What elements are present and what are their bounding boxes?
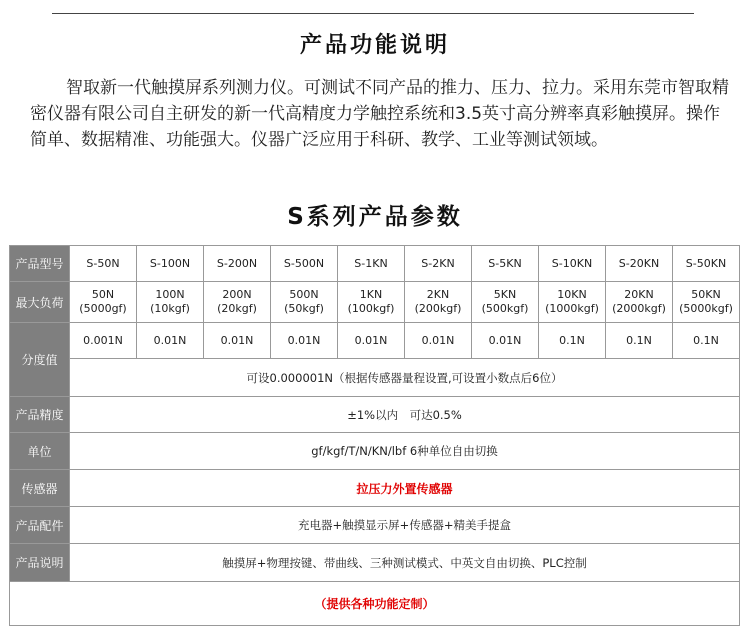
model-cell: S-2KN bbox=[405, 246, 472, 282]
load-kgf: (5000gf) bbox=[79, 302, 127, 315]
resolution-cell: 0.1N bbox=[673, 323, 740, 359]
model-cell: S-10KN bbox=[539, 246, 606, 282]
max-load-cell bbox=[606, 282, 673, 323]
page-title: 产品功能说明 bbox=[299, 33, 450, 58]
row-accuracy bbox=[10, 397, 740, 433]
load-kgf: (1000kgf) bbox=[545, 302, 599, 315]
load-kgf: (2000kgf) bbox=[612, 302, 666, 315]
load-kgf: (10kgf) bbox=[150, 302, 190, 315]
load-kgf: (200kgf) bbox=[414, 302, 462, 315]
resolution-cell: 0.01N bbox=[472, 323, 539, 359]
unit-label: 单位 bbox=[10, 433, 70, 470]
load-kgf: (100kgf) bbox=[347, 302, 395, 315]
load-n: 200N bbox=[222, 288, 252, 301]
resolution-cell: 0.01N bbox=[271, 323, 338, 359]
load-n: 2KN bbox=[426, 288, 450, 301]
description-label: 产品说明 bbox=[10, 544, 70, 582]
max-load-cell bbox=[338, 282, 405, 323]
model-cell: S-20KN bbox=[606, 246, 673, 282]
max-load-cell bbox=[204, 282, 271, 323]
model-cell: S-1KN bbox=[338, 246, 405, 282]
load-kgf: (50kgf) bbox=[284, 302, 324, 315]
model-cell: S-5KN bbox=[472, 246, 539, 282]
row-accessories bbox=[10, 507, 740, 544]
model-cell: S-50KN bbox=[673, 246, 740, 282]
model-cell: S-500N bbox=[271, 246, 338, 282]
top-divider bbox=[52, 13, 694, 14]
intro-paragraph: 智取新一代触摸屏系列测力仪。可测试不同产品的推力、压力、拉力。采用东莞市智取精密仪器有限公司自主研发的新一代高精度力学触控系统和3.5英寸高分辨率真彩触摸屏。操作简单、数据精准、功能强大。仪器广泛应用于科研、教学、工业等测试领域。 bbox=[30, 78, 729, 150]
resolution-cell: 0.01N bbox=[338, 323, 405, 359]
model-cell: S-200N bbox=[204, 246, 271, 282]
description-value: 触摸屏+物理按键、带曲线、三种测试模式、中英文自由切换、PLC控制 bbox=[70, 544, 740, 582]
max-load-cell bbox=[472, 282, 539, 323]
load-n: 10KN bbox=[557, 288, 587, 301]
load-n: 5KN bbox=[493, 288, 517, 301]
row-resolution bbox=[10, 323, 740, 359]
customization-note: （提供各种功能定制） bbox=[10, 582, 740, 626]
max-load-label: 最大负荷 bbox=[10, 282, 70, 323]
accuracy-value: ±1%以内 可达0.5% bbox=[70, 397, 740, 433]
row-max-load bbox=[10, 282, 740, 323]
load-kgf: (500kgf) bbox=[481, 302, 529, 315]
model-cell: S-100N bbox=[137, 246, 204, 282]
resolution-cell: 0.01N bbox=[405, 323, 472, 359]
row-model bbox=[10, 246, 740, 282]
spec-title: S系列产品参数 bbox=[287, 204, 463, 230]
model-cell: S-50N bbox=[70, 246, 137, 282]
max-load-cell bbox=[70, 282, 137, 323]
load-kgf: (5000kgf) bbox=[679, 302, 733, 315]
row-description bbox=[10, 544, 740, 582]
sensor-value: 拉压力外置传感器 bbox=[70, 470, 740, 507]
max-load-cell bbox=[673, 282, 740, 323]
model-label: 产品型号 bbox=[10, 246, 70, 282]
row-unit bbox=[10, 433, 740, 470]
accuracy-label: 产品精度 bbox=[10, 397, 70, 433]
resolution-label: 分度值 bbox=[10, 323, 70, 397]
resolution-note: 可设0.000001N（根据传感器量程设置,可设置小数点后6位） bbox=[70, 359, 740, 397]
resolution-cell: 0.01N bbox=[204, 323, 271, 359]
load-kgf: (20kgf) bbox=[217, 302, 257, 315]
resolution-cell: 0.1N bbox=[539, 323, 606, 359]
unit-value: gf/kgf/T/N/KN/lbf 6种单位自由切换 bbox=[70, 433, 740, 470]
load-n: 100N bbox=[155, 288, 185, 301]
resolution-cell: 0.01N bbox=[137, 323, 204, 359]
resolution-cell: 0.001N bbox=[70, 323, 137, 359]
max-load-cell bbox=[137, 282, 204, 323]
resolution-cell: 0.1N bbox=[606, 323, 673, 359]
load-n: 50N bbox=[91, 288, 115, 301]
max-load-cell bbox=[405, 282, 472, 323]
row-resolution-note bbox=[10, 359, 740, 397]
row-sensor bbox=[10, 470, 740, 507]
max-load-cell bbox=[271, 282, 338, 323]
spec-table bbox=[9, 245, 740, 626]
sensor-label: 传感器 bbox=[10, 470, 70, 507]
load-n: 20KN bbox=[624, 288, 654, 301]
accessories-label: 产品配件 bbox=[10, 507, 70, 544]
load-n: 500N bbox=[289, 288, 319, 301]
load-n: 50KN bbox=[691, 288, 721, 301]
load-n: 1KN bbox=[359, 288, 383, 301]
row-footer bbox=[10, 582, 740, 626]
max-load-cell bbox=[539, 282, 606, 323]
accessories-value: 充电器+触摸显示屏+传感器+精美手提盒 bbox=[70, 507, 740, 544]
